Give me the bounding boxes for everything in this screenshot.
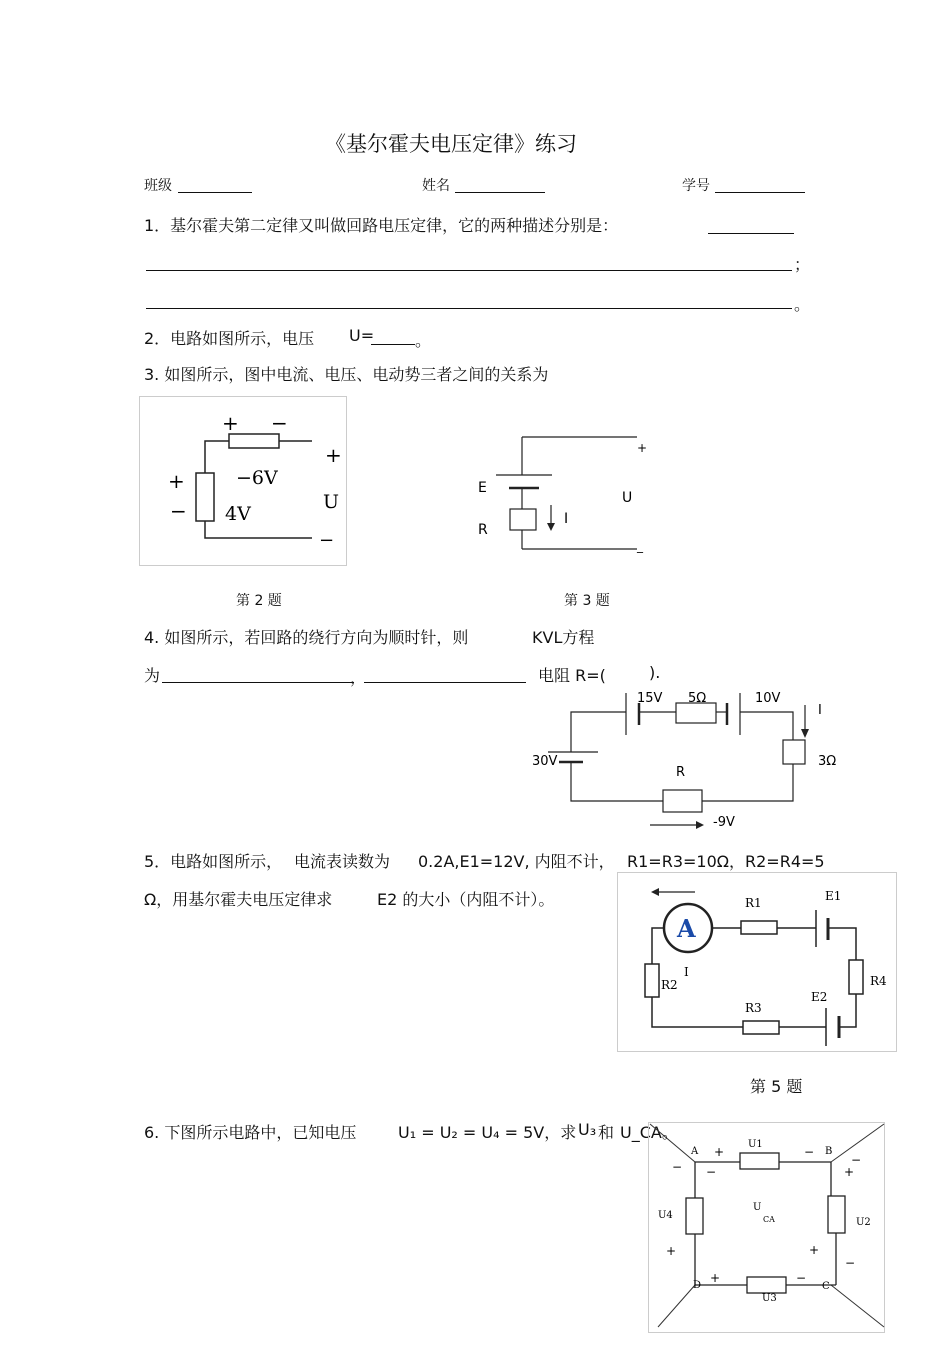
- fig6-node-b: B: [825, 1146, 833, 1157]
- fig2-plus-top: +: [222, 411, 239, 435]
- id-blank[interactable]: [715, 192, 805, 193]
- fig3-u: U: [622, 490, 633, 506]
- fig6-sign-7: +: [666, 1244, 677, 1258]
- fig6-sign-4: −: [804, 1145, 815, 1159]
- fig2-v-minus6: −6V: [236, 467, 278, 489]
- fig2-plus-right: +: [325, 443, 342, 467]
- fig4-r5: 5Ω: [688, 691, 707, 706]
- fig4-v15: 15V: [637, 691, 663, 706]
- class-blank[interactable]: [178, 192, 252, 193]
- fig2-v-4: 4V: [225, 503, 251, 525]
- fig6-sign-11: −: [796, 1271, 807, 1285]
- fig6-sign-10: +: [710, 1271, 721, 1285]
- fig4-v10: 10V: [755, 691, 781, 706]
- fig6-sign-5: −: [851, 1153, 862, 1167]
- q1-end-1: ；: [794, 255, 811, 274]
- figure-4-circuit: [530, 685, 850, 835]
- figure-3-caption: 第 3 题: [564, 593, 610, 609]
- q4-close: ).: [649, 663, 661, 682]
- q6-u3: U₃: [578, 1120, 597, 1139]
- fig6-sign-1: +: [714, 1145, 725, 1159]
- q4-line2-pre: 为: [144, 666, 161, 685]
- q1-blank-1[interactable]: [146, 270, 792, 271]
- q2-u: U=: [349, 326, 375, 345]
- q5-line1-val: 0.2A,E1=12V, 内阻不计，: [418, 852, 615, 871]
- q2-text: 2．电路如图所示，电压: [144, 329, 315, 348]
- fig6-sign-8: +: [809, 1243, 820, 1257]
- fig2-minus-right: −: [319, 530, 335, 551]
- fig6-ca: CA: [763, 1215, 775, 1224]
- fig5-r4: R4: [870, 974, 887, 988]
- q5-line2-end: E2 的大小（内阻不计）。: [377, 890, 555, 909]
- q6-formula: U₁ = U₂ = U₄ = 5V，求: [398, 1123, 577, 1142]
- fig3-i: I: [564, 511, 569, 527]
- name-label: 姓名: [422, 178, 450, 194]
- figure-5-caption: 第 5 题: [750, 1077, 803, 1096]
- fig5-r2: R2: [661, 978, 678, 992]
- q1-end-2: 。: [794, 295, 811, 314]
- figure-2-circuit: [139, 396, 347, 566]
- q5-line1-mid: 电流表读数为: [294, 852, 391, 871]
- figure-2-caption: 第 2 题: [236, 593, 282, 609]
- q4-blank-1[interactable]: [162, 682, 354, 683]
- fig5-r3: R3: [745, 1001, 762, 1015]
- fig4-i: I: [818, 703, 822, 718]
- fig6-node-c: C: [822, 1281, 830, 1292]
- q6-uca: U_CA。: [620, 1123, 678, 1142]
- q1-blank-2[interactable]: [146, 308, 792, 309]
- fig3-e: E: [478, 480, 487, 496]
- q4-blank-2[interactable]: [364, 682, 526, 683]
- class-label: 班级: [144, 178, 172, 194]
- fig3-r: R: [478, 522, 488, 538]
- q5-line2-pre: Ω，用基尔霍夫电压定律求: [144, 890, 333, 909]
- fig5-e2: E2: [811, 990, 828, 1004]
- q4-kvl: KVL方程: [532, 628, 595, 647]
- q1-blank-0[interactable]: [708, 233, 794, 234]
- q4-text: 4. 如图所示，若回路的绕行方向为顺时针，则: [144, 628, 469, 647]
- q4-resist: 电阻 R=(: [538, 666, 606, 685]
- q2-blank[interactable]: [371, 344, 415, 345]
- fig6-u2: U2: [856, 1217, 871, 1228]
- id-label: 学号: [682, 178, 710, 194]
- page-title: 《基尔霍夫电压定律》练习: [325, 132, 577, 156]
- fig6-u3: U3: [762, 1293, 777, 1304]
- figure-6-circuit: [648, 1122, 886, 1334]
- fig3-minus: _: [637, 539, 643, 553]
- fig6-sign-9: −: [845, 1256, 856, 1270]
- fig6-sign-2: −: [672, 1160, 683, 1174]
- fig6-u: U: [753, 1202, 762, 1213]
- ammeter-a: A: [677, 914, 696, 943]
- fig6-u1: U1: [748, 1139, 763, 1150]
- fig2-u: U: [323, 491, 340, 513]
- fig5-e1: E1: [825, 889, 842, 903]
- fig6-sign-6: +: [844, 1165, 855, 1179]
- figure-5-circuit: [617, 872, 897, 1052]
- fig5-r1: R1: [745, 896, 762, 910]
- fig6-node-d: D: [693, 1280, 702, 1291]
- fig4-v30: 30V: [532, 754, 558, 769]
- fig6-u4: U4: [658, 1210, 673, 1221]
- q3-text: 3. 如图所示，图中电流、电压、电动势三者之间的关系为: [144, 365, 549, 384]
- fig4-v9: -9V: [713, 815, 735, 830]
- fig2-plus-left: +: [168, 469, 185, 493]
- q5-line1-end: R1=R3=10Ω，R2=R4=5: [627, 852, 825, 871]
- q5-line1-pre: 5．电路如图所示，: [144, 852, 283, 871]
- q2-end: 。: [415, 331, 432, 350]
- name-blank[interactable]: [455, 192, 545, 193]
- fig5-i: I: [684, 965, 689, 979]
- fig2-minus-left: −: [170, 499, 187, 523]
- fig6-node-a: A: [691, 1146, 699, 1157]
- q6-text: 6. 下图所示电路中，已知电压: [144, 1123, 357, 1142]
- fig6-sign-3: −: [706, 1165, 717, 1179]
- q1-text: 1．基尔霍夫第二定律又叫做回路电压定律，它的两种描述分别是：: [144, 216, 619, 235]
- q6-and: 和: [598, 1123, 615, 1142]
- figure-3-circuit: [470, 430, 670, 560]
- fig3-plus: +: [637, 441, 648, 455]
- fig2-minus-top: −: [271, 411, 288, 435]
- q4-comma: ，: [350, 668, 367, 687]
- fig4-r: R: [676, 765, 686, 780]
- fig4-r3: 3Ω: [818, 754, 837, 769]
